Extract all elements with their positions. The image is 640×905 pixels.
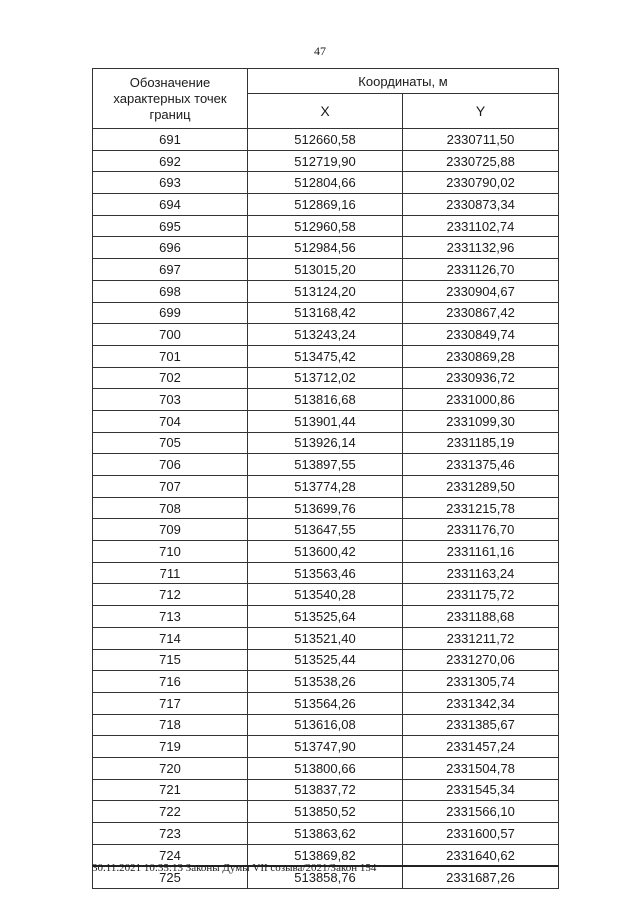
table-row	[93, 410, 559, 432]
y-coordinate-cell: 2330873,34	[403, 194, 559, 216]
point-id-cell: 718	[93, 714, 248, 736]
point-id-cell: 725	[93, 866, 248, 888]
table-row	[93, 389, 559, 411]
point-id-cell: 714	[93, 627, 248, 649]
point-id-cell: 706	[93, 454, 248, 476]
x-coordinate-cell: 513837,72	[248, 779, 403, 801]
x-coordinate-cell: 513538,26	[248, 671, 403, 693]
table-row	[93, 692, 559, 714]
x-coordinate-cell: 513863,62	[248, 823, 403, 845]
table-row	[93, 237, 559, 259]
table-row	[93, 345, 559, 367]
point-id-cell: 711	[93, 562, 248, 584]
x-coordinate-cell: 513564,26	[248, 692, 403, 714]
point-id-cell: 697	[93, 259, 248, 281]
point-id-cell: 700	[93, 324, 248, 346]
y-coordinate-cell: 2331457,24	[403, 736, 559, 758]
page-number: 47	[314, 44, 326, 58]
x-coordinate-cell: 513774,28	[248, 476, 403, 498]
point-id-cell: 707	[93, 476, 248, 498]
point-id-cell: 717	[93, 692, 248, 714]
x-coordinate-cell: 513747,90	[248, 736, 403, 758]
table-row	[93, 194, 559, 216]
table-row	[93, 280, 559, 302]
boundary-coordinates-table	[92, 68, 559, 889]
table-row	[93, 584, 559, 606]
table-row	[93, 367, 559, 389]
point-id-cell: 693	[93, 172, 248, 194]
x-coordinate-cell: 513901,44	[248, 410, 403, 432]
x-coordinate-cell: 513647,55	[248, 519, 403, 541]
table-row	[93, 823, 559, 845]
table-row	[93, 432, 559, 454]
table-row	[93, 129, 559, 151]
y-coordinate-cell: 2331000,86	[403, 389, 559, 411]
y-coordinate-cell: 2331163,24	[403, 562, 559, 584]
table-row	[93, 519, 559, 541]
x-coordinate-cell: 513540,28	[248, 584, 403, 606]
point-id-cell: 723	[93, 823, 248, 845]
table-row	[93, 779, 559, 801]
y-coordinate-cell: 2331132,96	[403, 237, 559, 259]
x-coordinate-cell: 512719,90	[248, 150, 403, 172]
point-id-cell: 716	[93, 671, 248, 693]
table-row	[93, 259, 559, 281]
y-coordinate-cell: 2330867,42	[403, 302, 559, 324]
x-coordinate-cell: 512804,66	[248, 172, 403, 194]
table-row	[93, 215, 559, 237]
point-id-cell: 691	[93, 129, 248, 151]
point-id-cell: 702	[93, 367, 248, 389]
y-coordinate-cell: 2331099,30	[403, 410, 559, 432]
y-coordinate-cell: 2330790,02	[403, 172, 559, 194]
y-coordinate-cell: 2330869,28	[403, 345, 559, 367]
y-coordinate-cell: 2331215,78	[403, 497, 559, 519]
table-row	[93, 562, 559, 584]
header-x: X	[248, 94, 403, 129]
x-coordinate-cell: 513600,42	[248, 541, 403, 563]
x-coordinate-cell: 513243,24	[248, 324, 403, 346]
y-coordinate-cell: 2331687,26	[403, 866, 559, 888]
table-row	[93, 714, 559, 736]
table-row	[93, 801, 559, 823]
header-coordinates: Координаты, м	[248, 69, 559, 94]
point-id-cell: 708	[93, 497, 248, 519]
point-id-cell: 721	[93, 779, 248, 801]
y-coordinate-cell: 2331102,74	[403, 215, 559, 237]
x-coordinate-cell: 512960,58	[248, 215, 403, 237]
x-coordinate-cell: 513525,44	[248, 649, 403, 671]
header-y: Y	[403, 94, 559, 129]
x-coordinate-cell: 512869,16	[248, 194, 403, 216]
y-coordinate-cell: 2331385,67	[403, 714, 559, 736]
y-coordinate-cell: 2331185,19	[403, 432, 559, 454]
x-coordinate-cell: 513800,66	[248, 757, 403, 779]
point-id-cell: 698	[93, 280, 248, 302]
x-coordinate-cell: 513616,08	[248, 714, 403, 736]
table-row	[93, 476, 559, 498]
point-id-cell: 720	[93, 757, 248, 779]
y-coordinate-cell: 2331161,16	[403, 541, 559, 563]
table-row	[93, 324, 559, 346]
table-row	[93, 671, 559, 693]
y-coordinate-cell: 2331566,10	[403, 801, 559, 823]
table-row	[93, 627, 559, 649]
table-row	[93, 150, 559, 172]
y-coordinate-cell: 2331211,72	[403, 627, 559, 649]
table-row	[93, 649, 559, 671]
point-id-cell: 703	[93, 389, 248, 411]
x-coordinate-cell: 513124,20	[248, 280, 403, 302]
y-coordinate-cell: 2331305,74	[403, 671, 559, 693]
y-coordinate-cell: 2331289,50	[403, 476, 559, 498]
y-coordinate-cell: 2330849,74	[403, 324, 559, 346]
y-coordinate-cell: 2331342,34	[403, 692, 559, 714]
point-id-cell: 710	[93, 541, 248, 563]
table-row	[93, 172, 559, 194]
table-row	[93, 736, 559, 758]
point-id-cell: 722	[93, 801, 248, 823]
x-coordinate-cell: 513015,20	[248, 259, 403, 281]
point-id-cell: 701	[93, 345, 248, 367]
point-id-cell: 713	[93, 606, 248, 628]
table-row	[93, 302, 559, 324]
y-coordinate-cell: 2330711,50	[403, 129, 559, 151]
x-coordinate-cell: 513168,42	[248, 302, 403, 324]
x-coordinate-cell: 513475,42	[248, 345, 403, 367]
point-id-cell: 695	[93, 215, 248, 237]
table-row	[93, 541, 559, 563]
footer-stamp: 30.11.2021 10:35:13 Законы Думы VII созыва/2021/Закон 154	[92, 862, 377, 874]
y-coordinate-cell: 2331545,34	[403, 779, 559, 801]
y-coordinate-cell: 2331175,72	[403, 584, 559, 606]
y-coordinate-cell: 2331126,70	[403, 259, 559, 281]
y-coordinate-cell: 2331176,70	[403, 519, 559, 541]
point-id-cell: 724	[93, 844, 248, 866]
table-row	[93, 757, 559, 779]
point-id-cell: 712	[93, 584, 248, 606]
x-coordinate-cell: 513816,68	[248, 389, 403, 411]
point-id-cell: 709	[93, 519, 248, 541]
x-coordinate-cell: 513926,14	[248, 432, 403, 454]
point-id-cell: 699	[93, 302, 248, 324]
x-coordinate-cell: 513521,40	[248, 627, 403, 649]
y-coordinate-cell: 2331504,78	[403, 757, 559, 779]
table-header	[93, 69, 559, 129]
y-coordinate-cell: 2331270,06	[403, 649, 559, 671]
y-coordinate-cell: 2330725,88	[403, 150, 559, 172]
point-id-cell: 705	[93, 432, 248, 454]
point-id-cell: 704	[93, 410, 248, 432]
x-coordinate-cell: 512984,56	[248, 237, 403, 259]
y-coordinate-cell: 2331375,46	[403, 454, 559, 476]
x-coordinate-cell: 513869,82	[248, 844, 403, 866]
point-id-cell: 715	[93, 649, 248, 671]
point-id-cell: 719	[93, 736, 248, 758]
y-coordinate-cell: 2330936,72	[403, 367, 559, 389]
y-coordinate-cell: 2330904,67	[403, 280, 559, 302]
x-coordinate-cell: 513712,02	[248, 367, 403, 389]
y-coordinate-cell: 2331600,57	[403, 823, 559, 845]
x-coordinate-cell: 513525,64	[248, 606, 403, 628]
y-coordinate-cell: 2331188,68	[403, 606, 559, 628]
header-point-designation: Обозначение характерных точек границ	[93, 69, 248, 129]
x-coordinate-cell: 513858,76	[248, 866, 403, 888]
x-coordinate-cell: 512660,58	[248, 129, 403, 151]
y-coordinate-cell: 2331640,62	[403, 844, 559, 866]
table-row	[93, 606, 559, 628]
x-coordinate-cell: 513563,46	[248, 562, 403, 584]
point-id-cell: 694	[93, 194, 248, 216]
x-coordinate-cell: 513897,55	[248, 454, 403, 476]
point-id-cell: 692	[93, 150, 248, 172]
x-coordinate-cell: 513699,76	[248, 497, 403, 519]
point-id-cell: 696	[93, 237, 248, 259]
x-coordinate-cell: 513850,52	[248, 801, 403, 823]
table-row	[93, 497, 559, 519]
table-body	[93, 129, 559, 889]
table-row	[93, 454, 559, 476]
